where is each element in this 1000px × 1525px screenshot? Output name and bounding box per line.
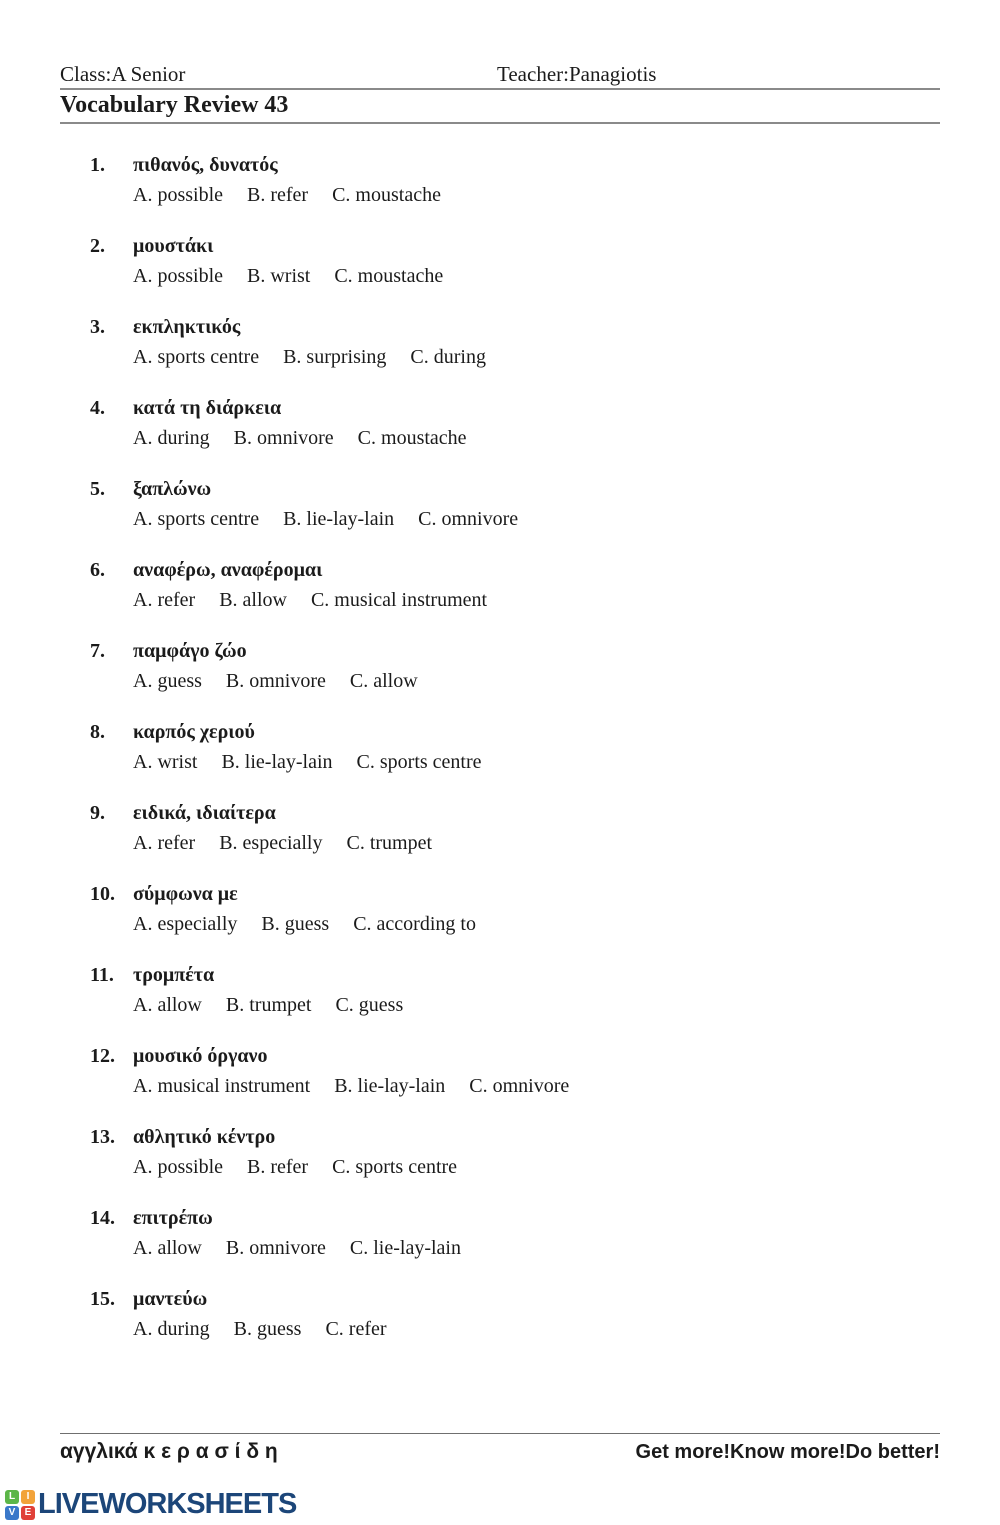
- question-options: [90, 990, 960, 1020]
- answer-option[interactable]: C. guess: [335, 994, 404, 1016]
- question-item: [90, 1122, 960, 1182]
- question-prompt: ξαπλώνω: [133, 478, 212, 500]
- question-number: 8.: [90, 721, 105, 743]
- title-divider: [60, 122, 940, 124]
- question-title-line: [90, 555, 960, 585]
- question-number: 2.: [90, 235, 105, 257]
- question-options: [90, 1152, 960, 1182]
- logo-letter-tile: L: [5, 1490, 19, 1504]
- answer-option[interactable]: A. sports centre: [133, 508, 260, 530]
- question-item: [90, 717, 960, 777]
- question-prompt: αθλητικό κέντρο: [133, 1126, 276, 1148]
- question-item: [90, 312, 960, 372]
- answer-option[interactable]: C. refer: [325, 1318, 387, 1340]
- question-prompt: σύμφωνα με: [133, 883, 238, 905]
- question-item: [90, 555, 960, 615]
- answer-option[interactable]: A. especially: [133, 913, 238, 935]
- question-options: [90, 1314, 960, 1344]
- question-item: [90, 150, 960, 210]
- answer-option[interactable]: B. guess: [261, 913, 330, 935]
- answer-option[interactable]: A. during: [133, 1318, 210, 1340]
- question-prompt: μουσικό όργανο: [133, 1045, 268, 1067]
- question-options: [90, 342, 960, 372]
- answer-option[interactable]: A. refer: [133, 832, 196, 854]
- teacher-label: Teacher:Panagiotis: [497, 62, 657, 86]
- question-title-line: [90, 1284, 960, 1314]
- question-item: [90, 798, 960, 858]
- question-options: [90, 1233, 960, 1263]
- answer-option[interactable]: A. wrist: [133, 751, 198, 773]
- question-options: [90, 747, 960, 777]
- page-header: [60, 61, 940, 87]
- answer-option[interactable]: B. lie-lay-lain: [221, 751, 333, 773]
- question-prompt: παμφάγο ζώο: [133, 640, 247, 662]
- question-title-line: [90, 231, 960, 261]
- question-title-line: [90, 150, 960, 180]
- question-item: [90, 231, 960, 291]
- answer-option[interactable]: B. especially: [219, 832, 323, 854]
- liveworksheets-logo-text: LIVEWORKSHEETS: [38, 1488, 297, 1520]
- footer-divider: [60, 1433, 940, 1434]
- answer-option[interactable]: C. according to: [353, 913, 476, 935]
- question-prompt: αναφέρω, αναφέρομαι: [133, 559, 323, 581]
- question-number: 7.: [90, 640, 105, 662]
- question-options: [90, 423, 960, 453]
- question-title-line: [90, 474, 960, 504]
- question-item: [90, 1284, 960, 1344]
- liveworksheets-grid-icon: [5, 1490, 35, 1520]
- question-options: [90, 1071, 960, 1101]
- answer-option[interactable]: B. refer: [247, 184, 309, 206]
- question-prompt: επιτρέπω: [133, 1207, 213, 1229]
- question-item: [90, 879, 960, 939]
- answer-option[interactable]: B. omnivore: [233, 427, 334, 449]
- question-number: 13.: [90, 1126, 115, 1148]
- logo-letter-tile: I: [21, 1490, 35, 1504]
- question-options: [90, 585, 960, 615]
- question-number: 4.: [90, 397, 105, 419]
- answer-option[interactable]: A. sports centre: [133, 346, 260, 368]
- page-title: Vocabulary Review 43: [60, 92, 289, 118]
- question-title-line: [90, 1041, 960, 1071]
- question-number: 9.: [90, 802, 105, 824]
- question-number: 12.: [90, 1045, 115, 1067]
- question-prompt: καρπός χεριού: [133, 721, 255, 743]
- question-options: [90, 828, 960, 858]
- question-prompt: μαντεύω: [133, 1288, 208, 1310]
- answer-option[interactable]: C. sports centre: [356, 751, 482, 773]
- page-footer: [60, 1440, 940, 1464]
- answer-option[interactable]: C. moustache: [357, 427, 467, 449]
- question-number: 11.: [90, 964, 114, 986]
- answer-option[interactable]: B. refer: [247, 1156, 309, 1178]
- question-number: 5.: [90, 478, 105, 500]
- answer-option[interactable]: C. trumpet: [346, 832, 433, 854]
- footer-slogan-text: Get more!Know more!Do better!: [635, 1441, 940, 1463]
- logo-letter-tile: E: [21, 1506, 35, 1520]
- answer-option[interactable]: A. possible: [133, 265, 223, 287]
- question-item: [90, 1041, 960, 1101]
- answer-option[interactable]: C. omnivore: [469, 1075, 570, 1097]
- answer-option[interactable]: A. possible: [133, 1156, 223, 1178]
- question-prompt: μουστάκι: [133, 235, 214, 257]
- answer-option[interactable]: A. allow: [133, 994, 202, 1016]
- answer-option[interactable]: B. allow: [219, 589, 287, 611]
- answer-option[interactable]: B. guess: [233, 1318, 302, 1340]
- answer-option[interactable]: C. allow: [349, 670, 418, 692]
- question-item: [90, 1203, 960, 1263]
- answer-option[interactable]: C. musical instrument: [310, 589, 488, 611]
- question-prompt: τρομπέτα: [133, 964, 215, 986]
- question-item: [90, 636, 960, 696]
- question-prompt: κατά τη διάρκεια: [133, 397, 282, 419]
- question-title-line: [90, 636, 960, 666]
- question-options: [90, 261, 960, 291]
- question-title-line: [90, 717, 960, 747]
- answer-option[interactable]: C. moustache: [334, 265, 444, 287]
- liveworksheets-logo[interactable]: [5, 1488, 296, 1521]
- question-title-line: [90, 1203, 960, 1233]
- question-options: [90, 909, 960, 939]
- question-number: 10.: [90, 883, 115, 905]
- answer-option[interactable]: C. omnivore: [418, 508, 519, 530]
- question-title-line: [90, 393, 960, 423]
- question-item: [90, 474, 960, 534]
- answer-option[interactable]: A. possible: [133, 184, 223, 206]
- answer-option[interactable]: A. guess: [133, 670, 202, 692]
- question-title-line: [90, 1122, 960, 1152]
- question-prompt: πιθανός, δυνατός: [133, 154, 278, 176]
- answer-option[interactable]: C. moustache: [332, 184, 441, 206]
- answer-option[interactable]: C. sports centre: [332, 1156, 458, 1178]
- answer-option[interactable]: B. lie-lay-lain: [283, 508, 395, 530]
- answer-option[interactable]: B. surprising: [283, 346, 387, 368]
- logo-letter-tile: V: [5, 1506, 19, 1520]
- answer-option[interactable]: A. refer: [133, 589, 196, 611]
- answer-option[interactable]: B. wrist: [247, 265, 311, 287]
- question-title-line: [90, 312, 960, 342]
- answer-option[interactable]: A. musical instrument: [133, 1075, 311, 1097]
- question-number: 15.: [90, 1288, 115, 1310]
- question-title-line: [90, 798, 960, 828]
- answer-option[interactable]: A. during: [133, 427, 210, 449]
- question-number: 6.: [90, 559, 105, 581]
- question-options: [90, 504, 960, 534]
- header-divider: [60, 88, 940, 90]
- answer-option[interactable]: C. during: [410, 346, 486, 368]
- footer-author-text: αγγλικά κ ε ρ α σ ί δ η: [60, 1440, 278, 1463]
- answer-option[interactable]: B. lie-lay-lain: [334, 1075, 446, 1097]
- question-title-line: [90, 879, 960, 909]
- question-item: [90, 393, 960, 453]
- question-options: [90, 180, 960, 210]
- question-title-line: [90, 960, 960, 990]
- answer-option[interactable]: A. allow: [133, 1237, 202, 1259]
- answer-option[interactable]: B. omnivore: [225, 670, 326, 692]
- answer-option[interactable]: B. omnivore: [225, 1237, 326, 1259]
- question-number: 3.: [90, 316, 105, 338]
- question-prompt: ειδικά, ιδιαίτερα: [133, 802, 276, 824]
- question-options: [90, 666, 960, 696]
- answer-option[interactable]: B. trumpet: [225, 994, 312, 1016]
- question-number: 1.: [90, 154, 105, 176]
- question-number: 14.: [90, 1207, 115, 1229]
- question-prompt: εκπληκτικός: [133, 316, 241, 338]
- questions-list: [90, 150, 960, 1365]
- answer-option[interactable]: C. lie-lay-lain: [349, 1237, 461, 1259]
- question-item: [90, 960, 960, 1020]
- class-label: Class:A Senior: [60, 62, 186, 86]
